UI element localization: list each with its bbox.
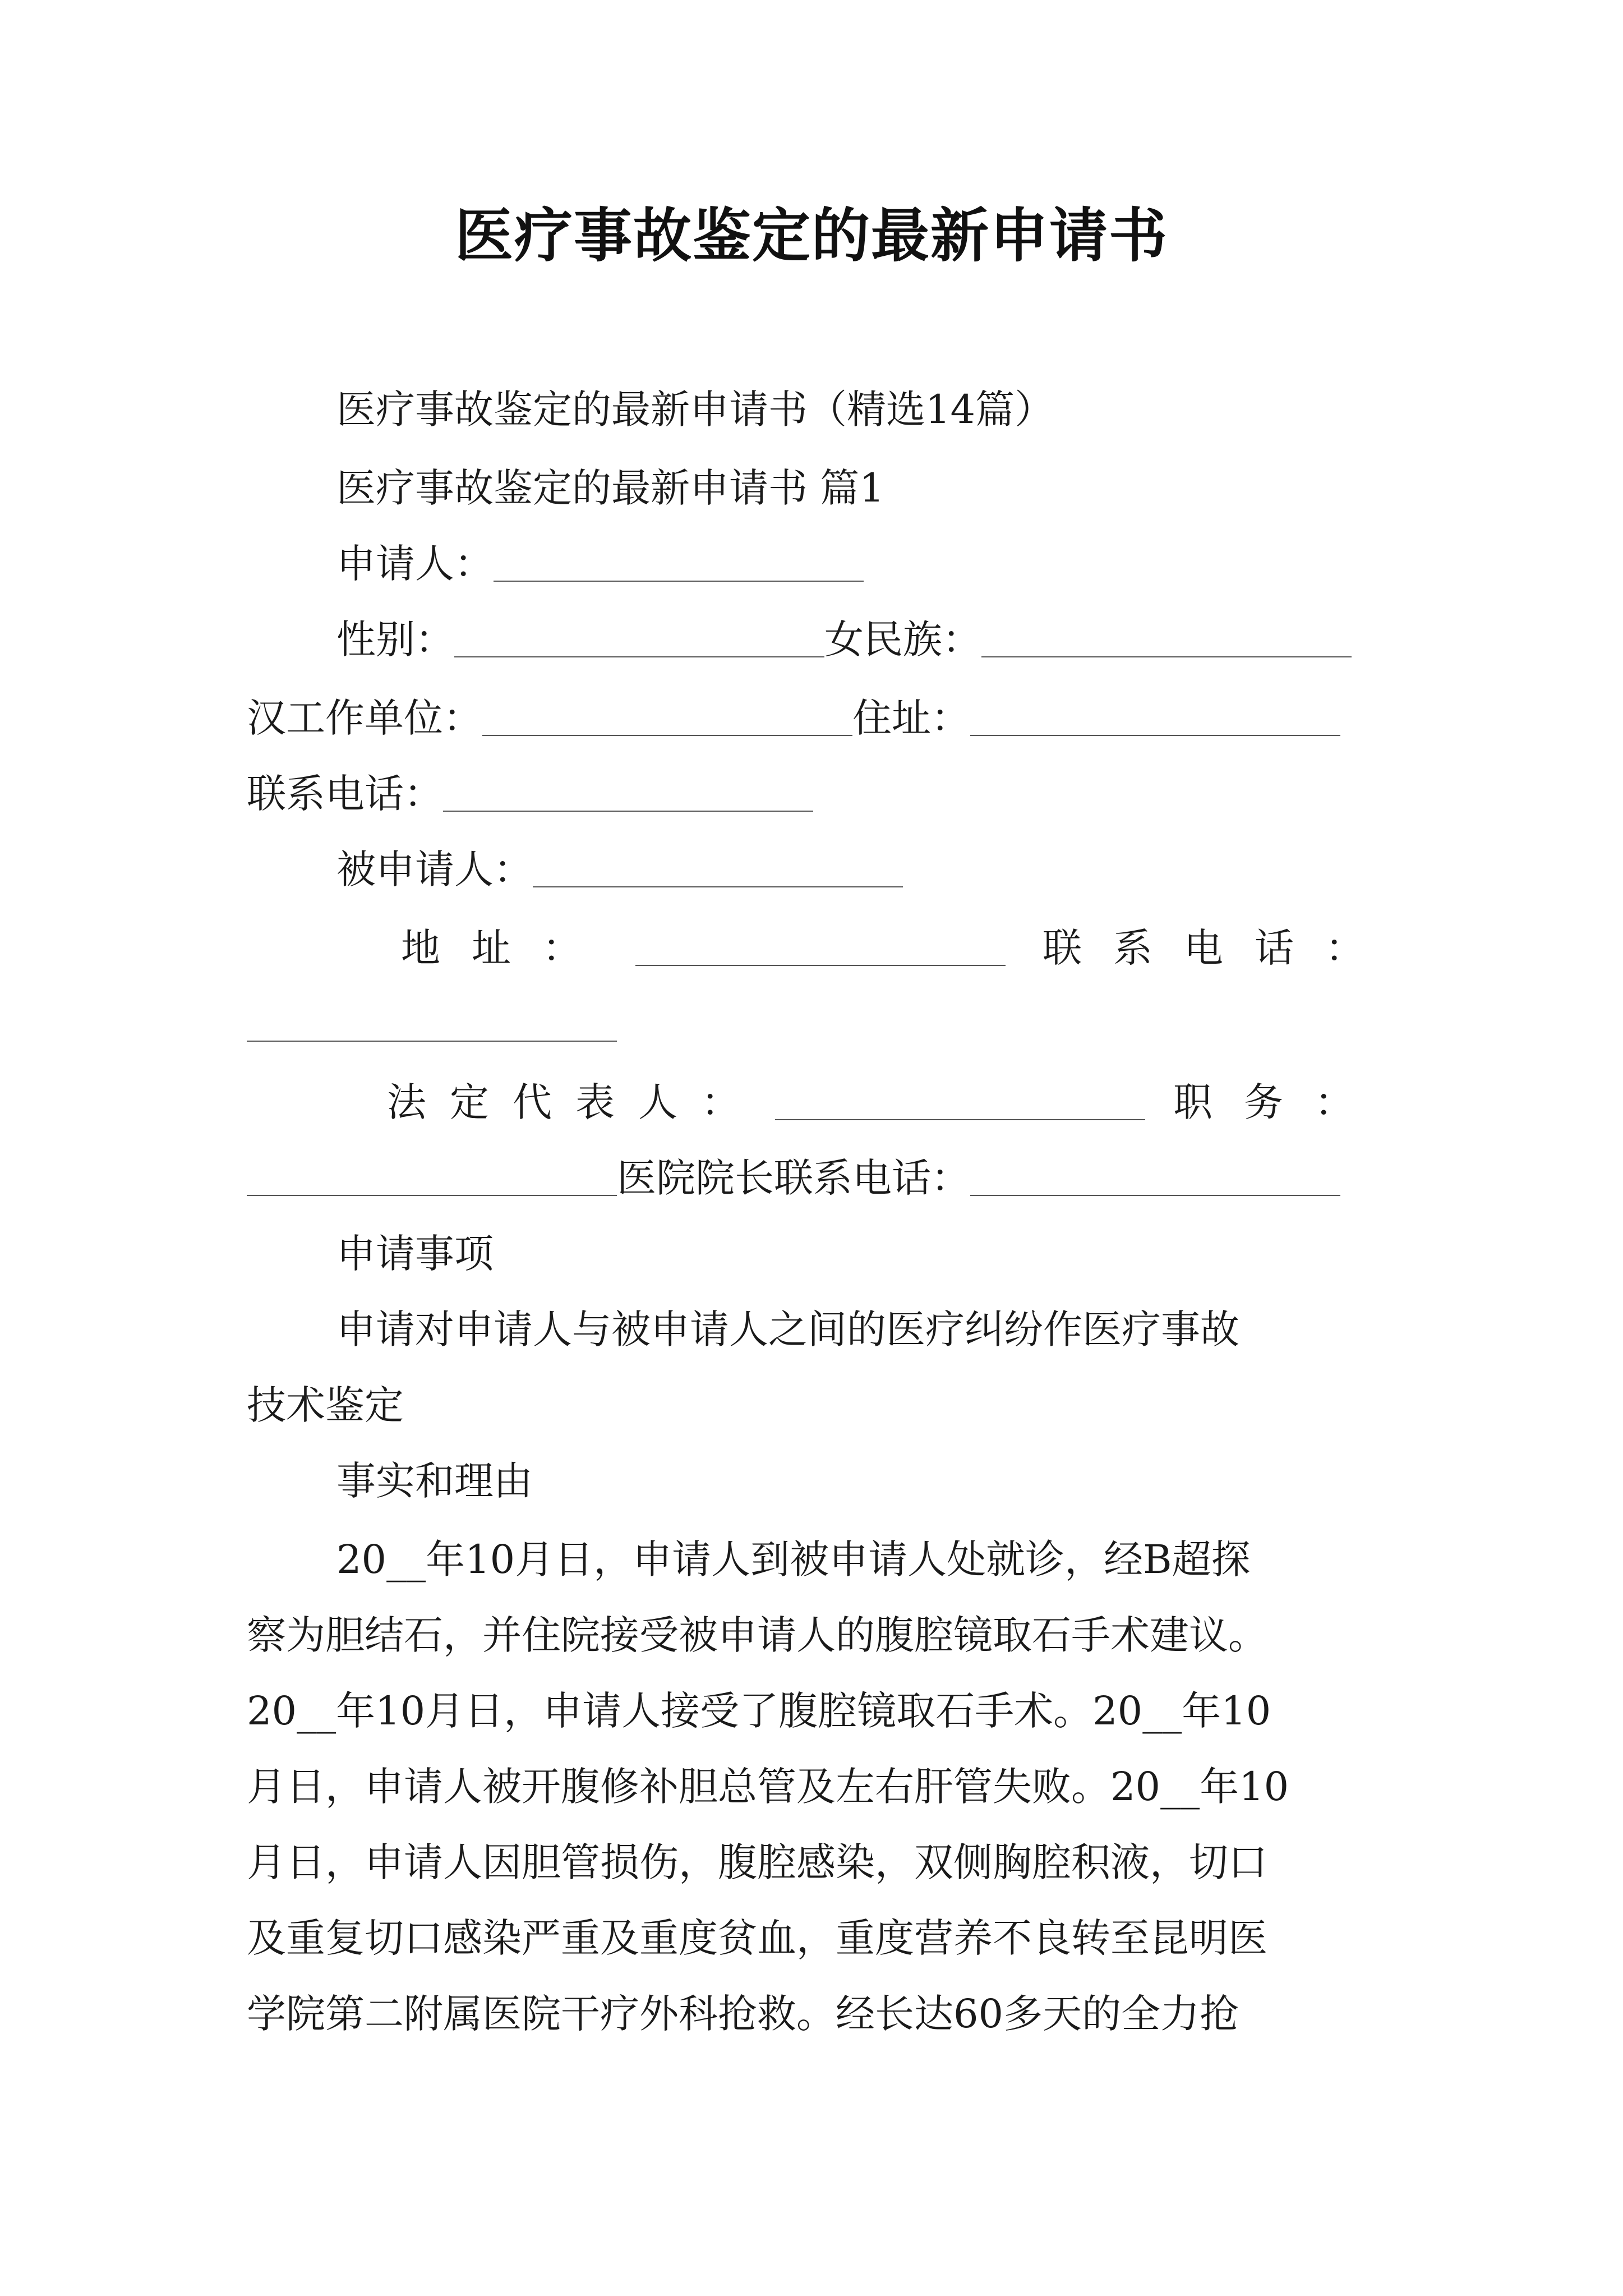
respondent-label: 被申请人： (336, 846, 533, 892)
body-line: 察为胆结石，并住院接受被申请人的腹腔镜取石手术建议。 (247, 1612, 1267, 1658)
respondent-phone-blank-row (247, 996, 617, 1052)
body-line: 月日，申请人被开腹修补胆总管及左右肝管失败。20__年10 (247, 1764, 1289, 1810)
respondent-phone-label: 联系电话： (1043, 925, 1396, 971)
legal-rep-row (387, 1074, 1385, 1130)
director-phone-label: 医院院长联系电话： (617, 1155, 970, 1201)
respondent-address-label: 地址： (401, 925, 613, 971)
address-label: 住址： (852, 695, 970, 741)
request-line-1: 申请对申请人与被申请人之间的医疗纠纷作医疗事故 (336, 1306, 1239, 1352)
applicant-row (336, 536, 864, 592)
body-line: 及重复切口感染严重及重度贫血，重度营养不良转至昆明医 (247, 1915, 1267, 1961)
article-heading: 医疗事故鉴定的最新申请书 篇1 (336, 465, 884, 511)
applicant-blank (494, 547, 864, 582)
position-blank (247, 1161, 617, 1196)
respondent-phone-blank (247, 1007, 617, 1042)
phone-label: 联系电话： (247, 771, 443, 817)
phone-blank (443, 777, 813, 812)
workplace-label: 汉工作单位： (247, 695, 482, 741)
subtitle: 医疗事故鉴定的最新申请书（精选14篇） (336, 386, 1054, 432)
phone-row (247, 766, 813, 822)
ethnicity-blank (981, 623, 1352, 657)
workplace-blank (482, 701, 852, 736)
request-line-2: 技术鉴定 (247, 1382, 404, 1428)
address-blank (970, 701, 1340, 736)
respondent-address-blank (635, 931, 1006, 966)
body-line: 学院第二附属医院干疗外科抢救。经长达60多天的全力抢 (247, 1991, 1239, 2037)
legal-rep-label: 法定代表人： (387, 1079, 764, 1125)
gender-ethnicity-row (336, 611, 1352, 668)
respondent-address-row (401, 920, 1396, 976)
gender-label: 性别： (336, 616, 454, 662)
gender-blank (454, 623, 824, 657)
request-heading: 申请事项 (336, 1231, 494, 1277)
body-line: 月日，申请人因胆管损伤，腹腔感染，双侧胸腔积液，切口 (247, 1839, 1267, 1885)
body-line: 20__年10月日，申请人到被申请人处就诊，经B超探 (336, 1536, 1251, 1582)
workplace-address-row (247, 690, 1340, 746)
legal-rep-blank (775, 1085, 1145, 1120)
director-phone-row (247, 1150, 1340, 1206)
facts-heading: 事实和理由 (336, 1458, 533, 1504)
director-phone-blank (970, 1161, 1340, 1196)
respondent-row (336, 841, 903, 898)
body-line: 20__年10月日，申请人接受了腹腔镜取石手术。20__年10 (247, 1688, 1271, 1734)
document-title: 医疗事故鉴定的最新申请书 (454, 201, 1168, 270)
applicant-label: 申请人： (336, 541, 494, 587)
ethnicity-label: 女民族： (824, 616, 981, 662)
respondent-blank (533, 853, 903, 887)
position-label: 职务： (1173, 1079, 1385, 1125)
